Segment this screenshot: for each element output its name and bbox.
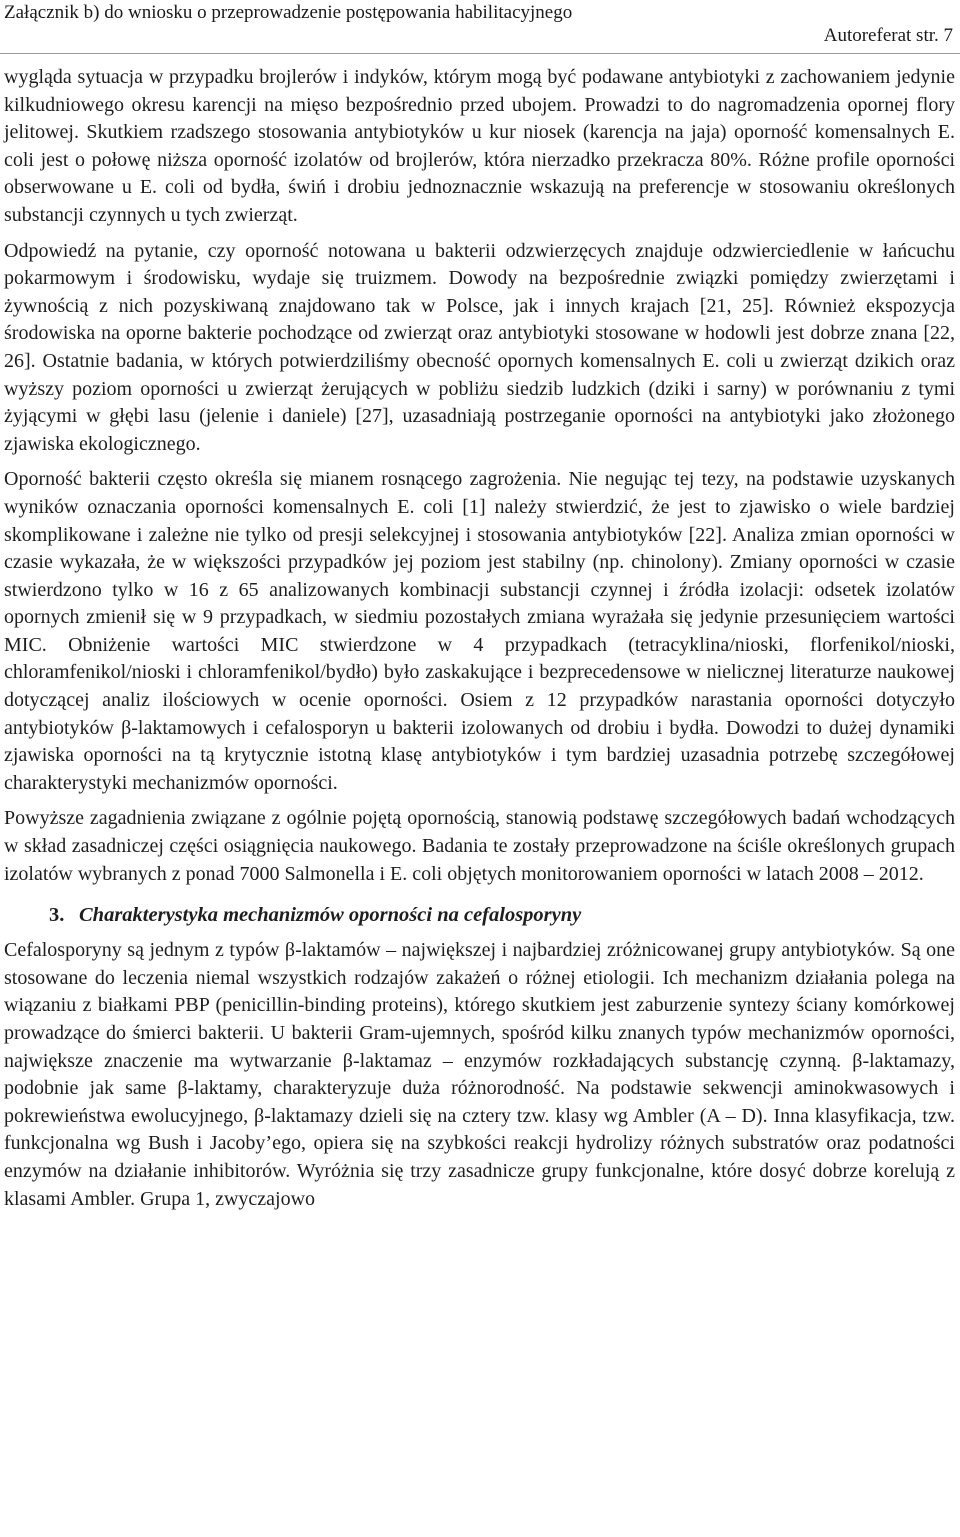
body-paragraph: Odpowiedź na pytanie, czy oporność notowana u bakterii odzwierzęcych znajduje odzwierciedlenie w łańcuchu pokarmowym i środowisku, wydaje się truizmem. Dowody na bezpośrednie związki pomiędzy zwierzętami i żywnością z nich pozyskiwaną znajdowano tak w Polsce, jak i innych krajach [21, 25]. Również ekspozycja środowiska na oporne bakterie pochodzące od zwierząt oraz antybiotyki stosowane w hodowli jest dobrze znana [22, 26]. Ostatnie badania, w których potwierdziliśmy obecność opornych komensalnych E. coli u zwierząt dzikich oraz wyższy poziom oporności u zwierząt żerujących w pobliżu siedzib ludzkich (dziki i sarny) w porównaniu z tymi żyjącymi w głębi lasu (jelenie i daniele) [27], uzasadniają postrzeganie oporności na antybiotyki jako złożonego zjawiska ekologicznego.: [4, 239, 955, 455]
running-header-title: Załącznik b) do wniosku o przeprowadzenie postępowania habilitacyjnego: [4, 2, 573, 23]
body-paragraph: Oporność bakterii często określa się mianem rosnącego zagrożenia. Nie negując tej tezy, na podstawie uzyskanych wyników oznaczania oporności komensalnych E. coli [1] należy stwierdzić, że jest to zjawisko o wiele bardziej skomplikowane i zależne nie tylko od presji selekcyjnej i stosowania antybiotyków [22]. Analiza zmian oporności w czasie wykazała, że w większości przypadków jej poziom jest stabilny (np. chinolony). Zmiany oporności w czasie stwierdzono tylko w 16 z 65 analizowanych kombinacji substancji czynnej i źródła izolacji: odsetek izolatów opornych zmienił się w 9 przypadkach, w siedmiu pozostałych zmiana wyrażała się jedynie przesunięciem wartości MIC. Obniżenie wartości MIC stwierdzone w 4 przypadkach (tetracyklina/nioski, florfenikol/nioski, chloramfenikol/nioski i chloramfenikol/bydło) było zaskakujące i bezprecedensowe w nielicznej literaturze naukowej dotyczącej analiz ilościowych w ocenie oporności. Osiem z 12 przypadków narastania oporności dotyczyło antybiotyków β-laktamowych i cefalosporyn u bakterii izolowanych od drobiu i bydła. Dowodzi to dużej dynamiki zjawiska oporności na tą krytycznie istotną klasę antybiotyków i tym bardziej uzasadnia potrzebę szczegółowej charakterystyki mechanizmów oporności.: [4, 468, 955, 794]
document-body: [4, 64, 955, 1213]
running-header-page-number: Autoreferat str. 7: [823, 25, 953, 46]
body-paragraph: wygląda sytuacja w przypadku brojlerów i indyków, którym mogą być podawane antybiotyki z zachowaniem jedynie kilkudniowego okresu karencji na mięso bezpośrednio przed ubojem. Prowadzi to do nagromadzenia opornej flory jelitowej. Skutkiem rzadszego stosowania antybiotyków u kur niosek (karencja na jaja) oporność komensalnych E. coli jest o połowę niższa oporność izolatów od brojlerów, która nierzadko przekracza 80%. Różne profile oporności obserwowane u E. coli od bydła, świń i drobiu jednoznacznie wskazują na preferencje w stosowaniu określonych substancji czynnych u tych zwierząt.: [4, 66, 955, 226]
body-paragraph: Cefalosporyny są jednym z typów β-laktamów – największej i najbardziej zróżnicowanej grupy antybiotyków. Są one stosowane do leczenia niemal wszystkich rodzajów zakażeń o różnej etiologii. Ich mechanizm działania polega na wiązaniu z białkami PBP (penicillin-binding proteins), którego skutkiem jest zaburzenie syntezy ściany komórkowej prowadzące do śmierci bakterii. U bakterii Gram-ujemnych, spośród kilku znanych typów mechanizmów oporności, największe znaczenie ma wytwarzanie β-laktamaz – enzymów rozkładających substancję czynną. β-laktamazy, podobnie jak same β-laktamy, charakteryzuje duża różnorodność. Na podstawie sekwencji aminokwasowych i pokrewieństwa ewolucyjnego, β-laktamazy dzieli się na cztery tzw. klasy wg Ambler (A – D). Inna klasyfikacja, tzw. funkcjonalna wg Bush i Jacoby’ego, opiera się na szybkości reakcji hydrolizy różnych substratów oraz podatności enzymów na działanie inhibitorów. Wyróżnia się trzy zasadnicze grupy funkcjonalne, które dosyć dobrze korelują z klasami Ambler. Grupa 1, zwyczajowo: [4, 939, 955, 1210]
section-title: Charakterystyka mechanizmów oporności na cefalosporyny: [79, 904, 582, 927]
section-heading: [4, 901, 955, 929]
header-divider: [0, 53, 960, 54]
body-paragraph: Powyższe zagadnienia związane z ogólnie pojętą opornością, stanowią podstawę szczegółowych badań wchodzących w skład zasadniczej części osiągnięcia naukowego. Badania te zostały przeprowadzone na ściśle określonych grupach izolatów wybranych z ponad 7000 Salmonella i E. coli objętych monitorowaniem oporności w latach 2008 – 2012.: [4, 807, 955, 885]
section-number: 3.: [49, 904, 65, 927]
